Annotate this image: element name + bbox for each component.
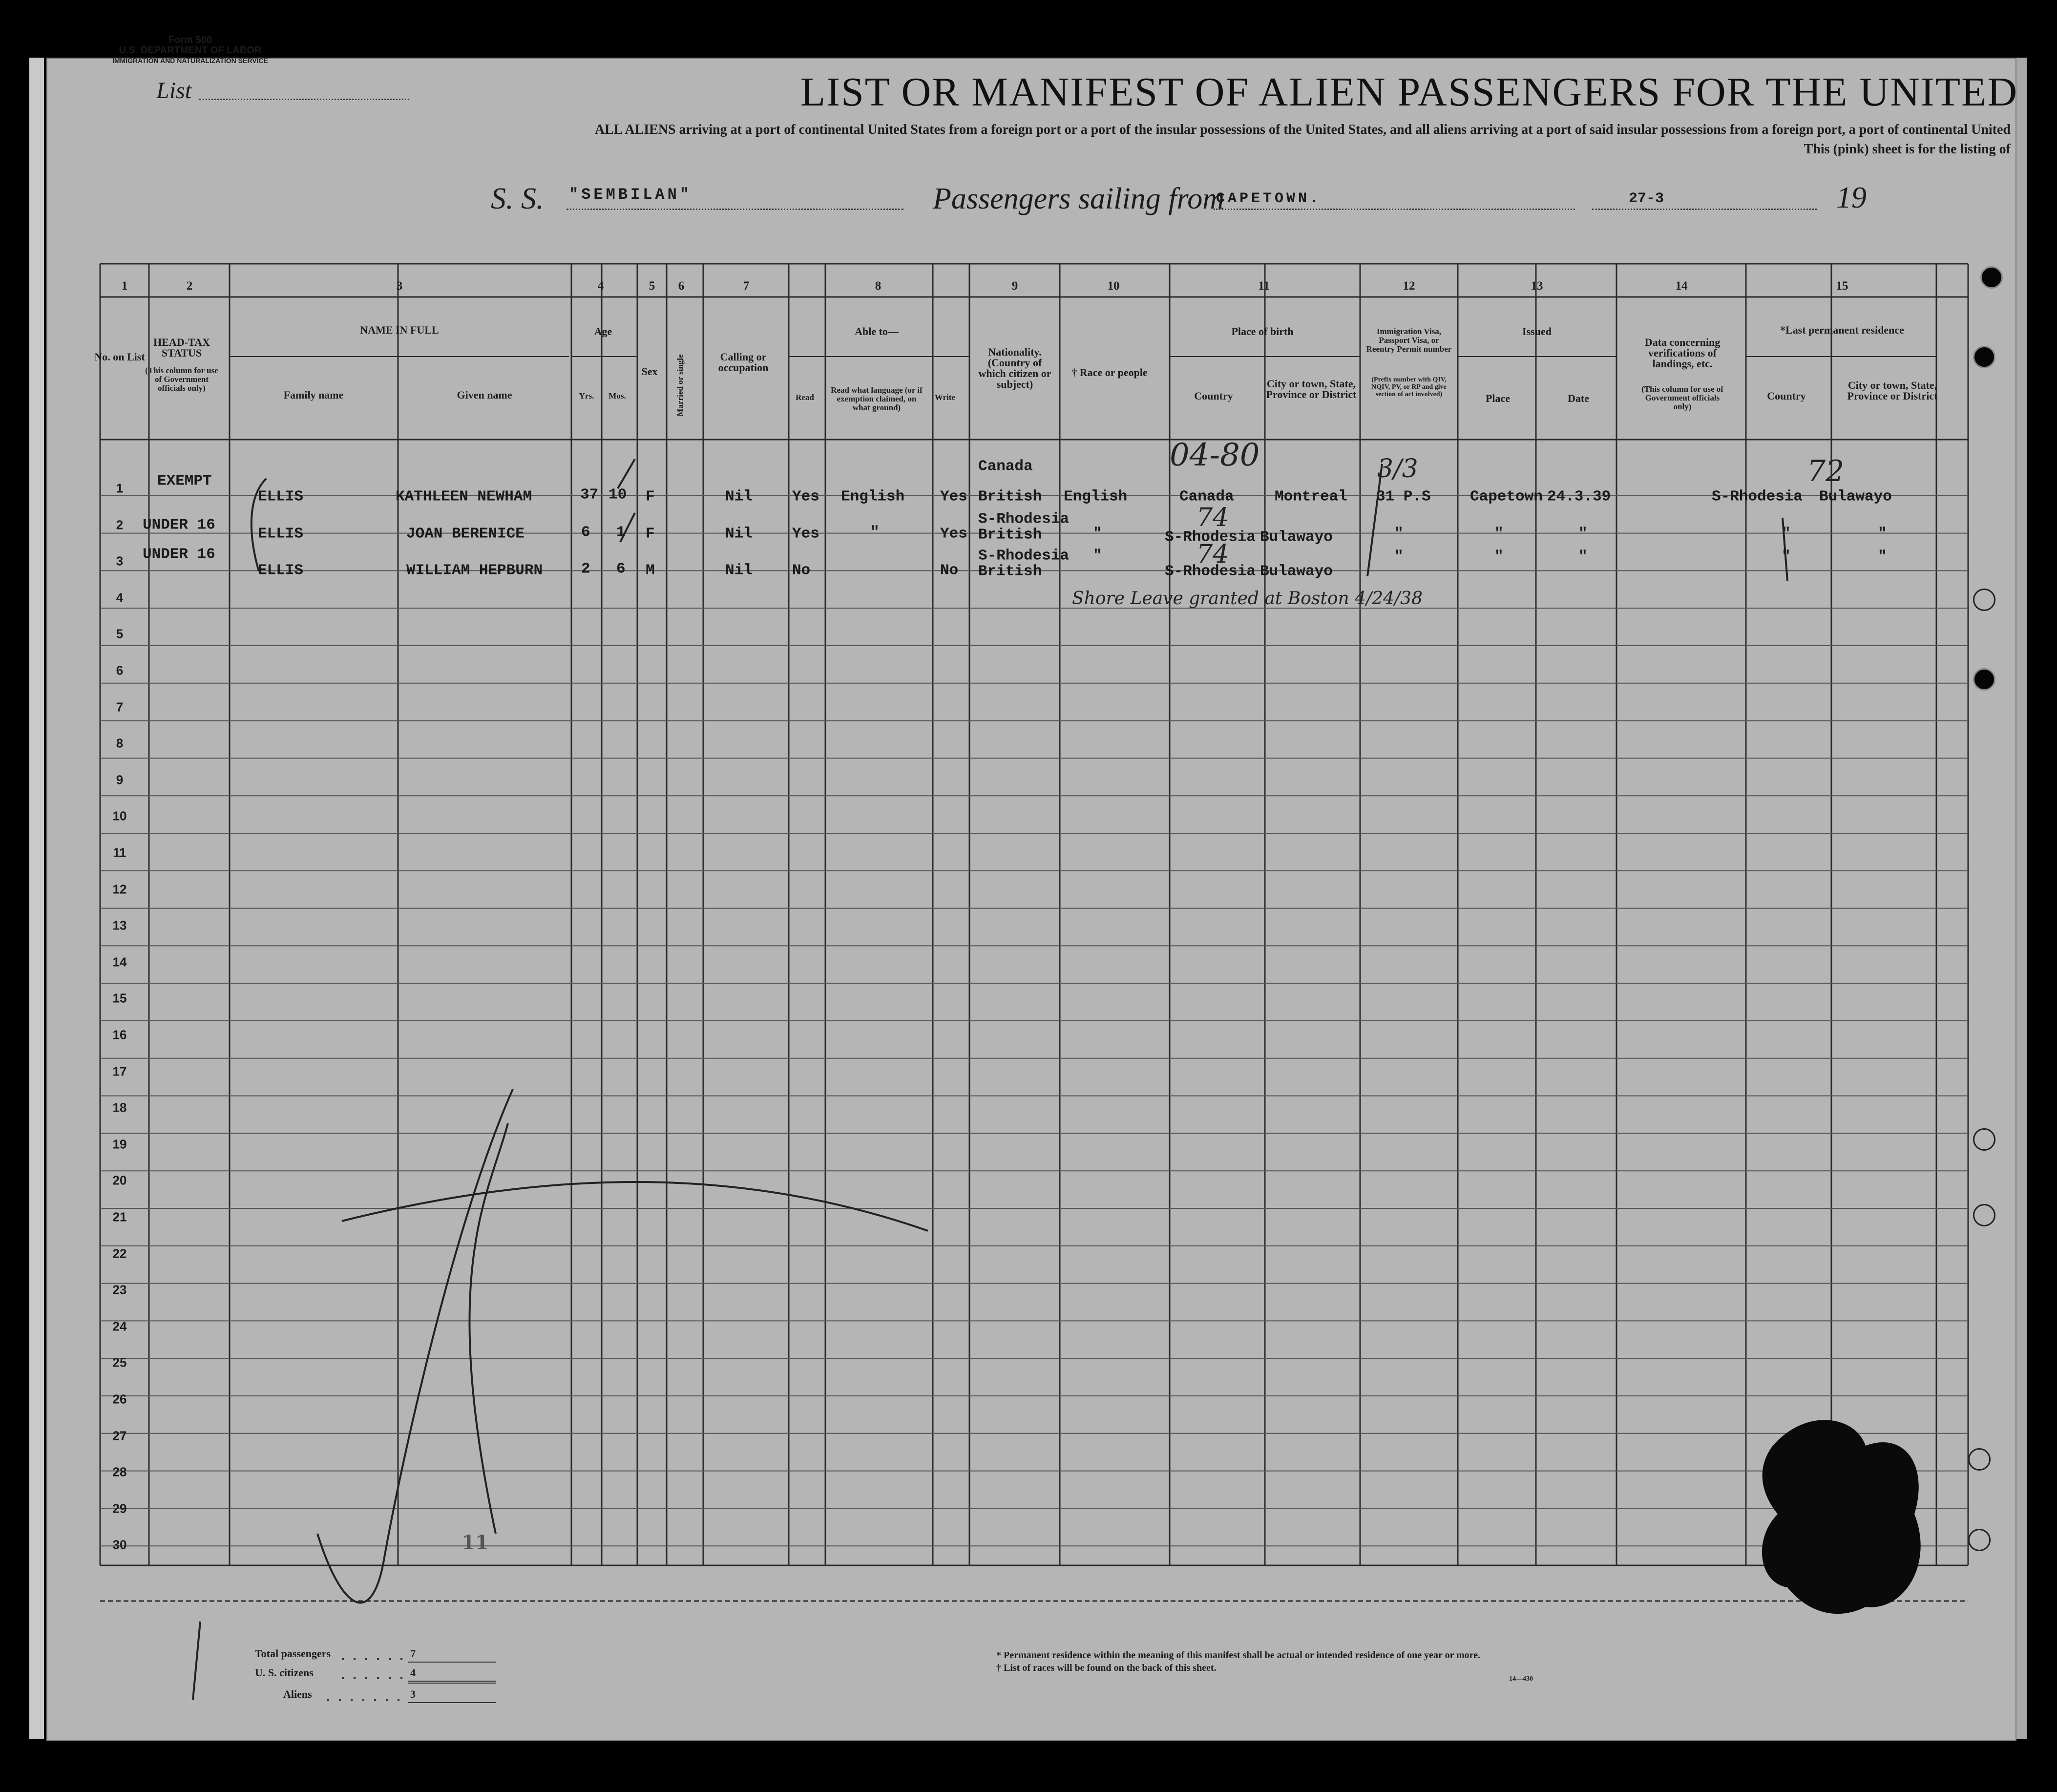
given-name: WILLIAM HEPBURN bbox=[406, 562, 543, 579]
row-number: 27 bbox=[112, 1428, 127, 1443]
birth-country: S-Rhodesia bbox=[1165, 563, 1256, 580]
birth-city: Bulawayo bbox=[1260, 528, 1333, 546]
subtitle-1: ALL ALIENS arriving at a port of continental United States from a foreign port or a port of the insular possessions of the United States, and all aliens arriving at a port of said insular possessions from a foreign port, a port of continental United bbox=[594, 122, 2011, 137]
row-number: 7 bbox=[116, 699, 124, 715]
birth-country: Canada bbox=[1179, 488, 1234, 506]
column-number: 9 bbox=[1011, 279, 1018, 293]
residence-code-annotation: 72 bbox=[1807, 454, 1845, 488]
column-number: 1 bbox=[121, 279, 128, 293]
family-name: ELLIS bbox=[258, 488, 304, 506]
form-code: 14—430 bbox=[1509, 1675, 1533, 1683]
given-name: JOAN BERENICE bbox=[406, 525, 525, 543]
calling: Nil bbox=[725, 488, 753, 506]
row-number: 26 bbox=[112, 1391, 127, 1407]
header-place-of-birth: Place of birth bbox=[1231, 325, 1294, 337]
row-number: 9 bbox=[116, 772, 124, 787]
header-able-to: Able to— bbox=[855, 325, 899, 337]
row-number: 3 bbox=[116, 553, 124, 569]
ship-name: "SEMBILAN" bbox=[569, 186, 693, 204]
footnote-races: † List of races will be found on the back of this sheet. bbox=[996, 1663, 1217, 1673]
header-birth-city: City or town, State, Province or District bbox=[1266, 378, 1357, 401]
birth-country: S-Rhodesia bbox=[1165, 528, 1256, 546]
binder-hole bbox=[1968, 1448, 1991, 1471]
row-number: 16 bbox=[112, 1027, 127, 1042]
sailing-port: CAPETOWN. bbox=[1216, 190, 1322, 207]
age-years: 6 bbox=[581, 524, 590, 541]
issued-date: " bbox=[1578, 525, 1588, 543]
visa-number: 31 P.S bbox=[1376, 488, 1431, 506]
family-name: ELLIS bbox=[258, 562, 304, 579]
totals-leaders bbox=[322, 1653, 498, 1707]
row-number: 28 bbox=[112, 1464, 127, 1479]
header-head-tax-note: (This column for use of Government officials only) bbox=[145, 366, 218, 393]
header-no-on-list: No. on List bbox=[94, 351, 145, 363]
row-number: 25 bbox=[112, 1355, 127, 1370]
nationality-line-2: British bbox=[978, 488, 1042, 506]
department-name: U.S. DEPARTMENT OF LABOR bbox=[119, 45, 262, 56]
row-number: 12 bbox=[112, 882, 127, 897]
row-number: 30 bbox=[112, 1537, 127, 1552]
us-citizens-value: 4 bbox=[410, 1666, 416, 1679]
aliens-label: Aliens bbox=[283, 1688, 312, 1700]
row-number: 4 bbox=[116, 590, 124, 605]
residence-country: " bbox=[1782, 525, 1791, 543]
column-number: 14 bbox=[1675, 279, 1688, 293]
column-number: 11 bbox=[1258, 279, 1270, 293]
footnote-residence: * Permanent residence within the meaning of this manifest shall be actual or intended residence of one year or more. bbox=[996, 1650, 1481, 1661]
issued-place: " bbox=[1494, 548, 1504, 566]
column-number: 12 bbox=[1403, 279, 1415, 293]
row-number: 1 bbox=[116, 481, 124, 496]
total-passengers-label: Total passengers bbox=[255, 1647, 331, 1660]
grid-frame bbox=[100, 264, 1968, 1601]
total-passengers-value: 7 bbox=[410, 1647, 416, 1660]
header-res-country: Country bbox=[1767, 390, 1806, 402]
row-number: 5 bbox=[116, 626, 124, 641]
calling: Nil bbox=[725, 525, 753, 543]
age-months: 1 bbox=[616, 524, 626, 541]
header-visa-note: (Prefix number with QIV, NQIV, PV, or RP and give section of act involved) bbox=[1371, 376, 1447, 398]
birth-code-annotation: 74 bbox=[1196, 503, 1229, 532]
visa-number: " bbox=[1394, 548, 1404, 566]
year-label: 19 bbox=[1836, 181, 1867, 214]
header-issued: Issued bbox=[1522, 325, 1552, 337]
write: No bbox=[940, 562, 959, 579]
read-language: English bbox=[841, 488, 905, 506]
read-language: " bbox=[870, 524, 880, 541]
row-number: 13 bbox=[112, 918, 127, 933]
issued-place: Capetown bbox=[1470, 488, 1543, 506]
age-months: 10 bbox=[609, 486, 627, 504]
header-sex: Sex bbox=[641, 365, 658, 378]
sex: M bbox=[646, 562, 655, 579]
binder-hole bbox=[1973, 668, 1995, 691]
binder-hole bbox=[1973, 589, 1995, 611]
row-number: 8 bbox=[116, 736, 124, 751]
form-number: Form 500 bbox=[168, 35, 212, 45]
header-birth-country: Country bbox=[1194, 390, 1233, 402]
row-number: 11 bbox=[113, 845, 126, 860]
row-rules bbox=[100, 496, 1968, 1546]
header-read-language: Read what language (or if exemption claimed, on what ground) bbox=[831, 385, 923, 412]
column-number: 5 bbox=[649, 279, 655, 293]
binder-hole bbox=[1973, 1128, 1995, 1151]
head-tax-status: EXEMPT bbox=[157, 472, 212, 490]
column-number: 4 bbox=[597, 279, 604, 293]
header-visa: Immigration Visa, Passport Visa, or Reentry Permit number bbox=[1366, 327, 1452, 354]
list-label: List bbox=[156, 78, 192, 104]
column-number: 3 bbox=[396, 279, 403, 293]
header-write: Write bbox=[934, 393, 956, 402]
sailing-label: Passengers sailing from bbox=[933, 182, 1225, 215]
sex: F bbox=[646, 488, 655, 506]
write: Yes bbox=[940, 488, 967, 506]
nationality-line-2: British bbox=[978, 563, 1042, 580]
nationality-line-1: S-Rhodesia bbox=[978, 510, 1070, 528]
row-number: 14 bbox=[112, 954, 127, 970]
birth-city: Montreal bbox=[1275, 488, 1347, 506]
sailing-date: 27-3 bbox=[1629, 190, 1664, 207]
visa-number: " bbox=[1394, 525, 1404, 543]
header-data-concerning: Data concerning verifications of landings, etc. bbox=[1644, 336, 1721, 370]
subtitle-2: This (pink) sheet is for the listing of bbox=[1804, 142, 2011, 157]
header-given-name: Given name bbox=[457, 389, 512, 401]
issued-date: 24.3.39 bbox=[1547, 488, 1611, 506]
header-name-in-full: NAME IN FULL bbox=[360, 324, 439, 336]
read: Yes bbox=[792, 525, 819, 543]
residence-city: " bbox=[1878, 548, 1887, 566]
birth-code-annotation: 74 bbox=[1196, 540, 1229, 569]
header-yrs: Yrs. bbox=[579, 391, 594, 401]
write: Yes bbox=[940, 525, 967, 543]
shore-leave-note: Shore Leave granted at Boston 4/24/38 bbox=[1072, 589, 1423, 609]
service-name: IMMIGRATION AND NATURALIZATION SERVICE bbox=[112, 57, 268, 64]
row-number: 10 bbox=[112, 808, 127, 823]
row-number: 29 bbox=[112, 1501, 127, 1516]
residence-country: " bbox=[1782, 548, 1791, 566]
ink-blot bbox=[1762, 1420, 1921, 1614]
row-number: 21 bbox=[112, 1209, 127, 1224]
binder-hole bbox=[1980, 266, 2003, 289]
page-mark: 11 bbox=[462, 1531, 489, 1554]
binder-hole bbox=[1968, 1529, 1991, 1551]
header-issued-date: Date bbox=[1568, 392, 1589, 404]
calling: Nil bbox=[725, 562, 753, 579]
residence-country: S-Rhodesia bbox=[1712, 488, 1803, 506]
birth-code-annotation: 04-80 bbox=[1170, 437, 1260, 473]
issued-place: " bbox=[1494, 525, 1504, 543]
nationality-line-1: Canada bbox=[978, 458, 1033, 475]
header-res-city: City or town, State, Province or District bbox=[1847, 379, 1938, 402]
head-tax-status: UNDER 16 bbox=[143, 546, 215, 563]
row-number: 15 bbox=[112, 991, 127, 1006]
row-number: 23 bbox=[112, 1282, 127, 1297]
column-number: 8 bbox=[875, 279, 882, 293]
row-number: 6 bbox=[116, 663, 124, 678]
nationality-line-2: British bbox=[978, 526, 1042, 544]
age-months: 6 bbox=[616, 560, 626, 578]
age-years: 2 bbox=[581, 560, 590, 578]
residence-city: " bbox=[1878, 525, 1887, 543]
read: Yes bbox=[792, 488, 819, 506]
header-family-name: Family name bbox=[283, 389, 344, 401]
visa-annotation: 3/3 bbox=[1377, 454, 1418, 484]
header-head-tax: HEAD-TAX STATUS bbox=[153, 336, 210, 359]
us-citizens-label: U. S. citizens bbox=[255, 1666, 314, 1679]
header-mos: Mos. bbox=[609, 391, 626, 401]
binder-hole bbox=[1973, 346, 1995, 368]
column-number: 7 bbox=[743, 279, 750, 293]
nationality-line-1: S-Rhodesia bbox=[978, 547, 1070, 565]
row-number: 2 bbox=[116, 517, 124, 532]
header-married: Married or single bbox=[675, 354, 685, 417]
row-number: 20 bbox=[112, 1173, 127, 1188]
row-number: 18 bbox=[112, 1100, 127, 1115]
given-name: KATHLEEN NEWHAM bbox=[396, 488, 532, 506]
race: " bbox=[1093, 525, 1102, 543]
read: No bbox=[792, 562, 811, 579]
header-data-note: (This column for use of Government officials only) bbox=[1641, 384, 1723, 411]
head-tax-status: UNDER 16 bbox=[143, 516, 215, 534]
birth-city: Bulawayo bbox=[1260, 563, 1333, 580]
race: " bbox=[1093, 547, 1102, 565]
header-issued-place: Place bbox=[1485, 392, 1511, 404]
issued-date: " bbox=[1578, 548, 1588, 566]
race: English bbox=[1064, 488, 1128, 506]
column-number: 13 bbox=[1531, 279, 1543, 293]
column-number: 6 bbox=[678, 279, 685, 293]
ss-label: S. S. bbox=[491, 182, 544, 215]
sex: F bbox=[646, 525, 655, 543]
header-last-residence: *Last permanent residence bbox=[1780, 324, 1904, 336]
column-number: 15 bbox=[1836, 279, 1848, 293]
binder-hole bbox=[1973, 1204, 1995, 1226]
header-race: † Race or people bbox=[1071, 366, 1148, 379]
header-calling: Calling or occupation bbox=[718, 351, 769, 374]
page-title: LIST OR MANIFEST OF ALIEN PASSENGERS FOR THE UNITED bbox=[800, 69, 2018, 115]
column-number: 10 bbox=[1107, 279, 1120, 293]
aliens-value: 3 bbox=[410, 1688, 416, 1700]
header-nationality: Nationality. (Country of which citizen or subject) bbox=[978, 346, 1051, 390]
row-number: 22 bbox=[112, 1246, 127, 1261]
row-number: 17 bbox=[112, 1064, 127, 1079]
header-read: Read bbox=[796, 393, 814, 402]
residence-city: Bulawayo bbox=[1819, 488, 1892, 506]
column-rules bbox=[100, 264, 1968, 1565]
age-years: 37 bbox=[580, 486, 599, 504]
row-number: 19 bbox=[112, 1137, 127, 1152]
row-number: 24 bbox=[112, 1319, 127, 1334]
header-age: Age bbox=[594, 325, 612, 337]
column-number: 2 bbox=[186, 279, 193, 293]
family-name: ELLIS bbox=[258, 525, 304, 543]
